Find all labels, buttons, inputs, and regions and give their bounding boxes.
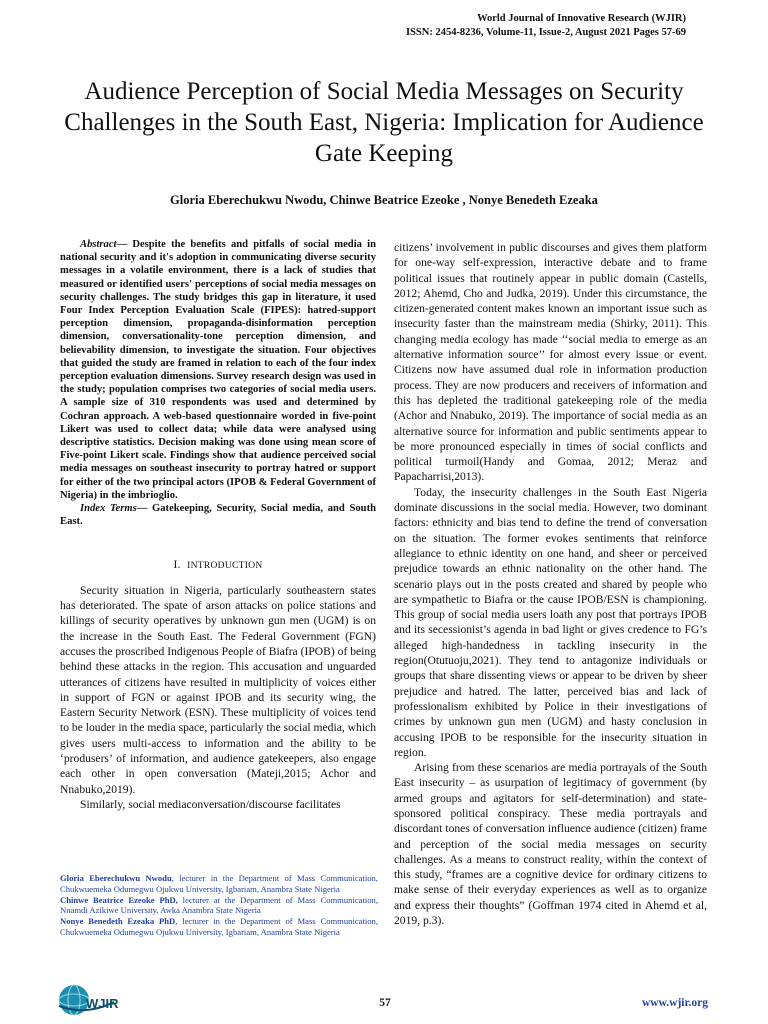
journal-url-link[interactable]: www.wjir.org: [641, 997, 708, 1009]
wjir-logo: [56, 980, 136, 1020]
paper-title: Audience Perception of Social Media Messages on Security Challenges in the South East, Nigeria: Implication for Audience Gate Keeping: [64, 78, 704, 167]
body-paragraph: Arising from these scenarios are media portrayals of the South East insecurity – as usurpation of legitimacy of government (by armed groups and agitators for self-determination) and state-sponsored political conspiracy. These media portrayals and discordant tones of conversation influence audience (citizen) frame and perception of the social media messages on security challenges. As a means to construct reality, within the context of this study, “frames are a cognitive device for ordinary citizens to make sense of their everyday experiences as well as to organize and express their thoughts” (Goffman 1974 cited in Ahemd et al, 2019, p.3).: [394, 761, 707, 928]
body-paragraph: Security situation in Nigeria, particularly southeastern states has deteriorated. The spate of arson attacks on police stations and killings of security operatives by unknown gun men (UGM) is on the increase in the South East. The Federal Government (FGN) accuses the proscribed Indigenous People of Biafra (IPOB) of being behind these attacks in the region. This accusation and unguarded utterances of citizens have resulted in multiplicity of voices either in support of FGN or against IPOB and its security wing, the Eastern Security Network (ESN). These multiplicity of voices tend to be louder in the media space, particularly the social media, which gives users multi-access to information and the ability to be ‘produsers’ of information, and audience gatekeepers, also engage each other in open conversation (Mateji,2015; Achor and Nnabuko,2019).: [60, 583, 376, 796]
index-terms: [60, 502, 376, 528]
journal-name: World Journal of Innovative Research (WJIR): [477, 13, 686, 24]
abstract-label: Abstract: [80, 239, 117, 250]
issn-line: ISSN: 2454-8236, Volume-11, Issue-2, August 2021 Pages 57-69: [405, 27, 686, 38]
author-list: Gloria Eberechukwu Nwodu, Chinwe Beatrice Ezeoke , Nonye Benedeth Ezeaka: [170, 193, 598, 207]
affiliation-name: Nonye Benedeth Ezeaka PhD: [60, 916, 176, 927]
affiliation-text: , lecturer in the Department of Mass Communication, Chukwuemeka Odumegwu Ojukwu University, Igbariam, Anambra State Nigeria: [60, 873, 378, 894]
svg-text:WJIR: WJIR: [86, 996, 119, 1011]
author-affiliations: [60, 873, 378, 938]
body-paragraph: Similarly, social mediaconversation/discourse facilitates: [80, 797, 341, 811]
affiliation: [60, 873, 378, 895]
affiliation-name: Gloria Eberechukwu Nwodu: [60, 873, 172, 883]
affiliation-name: Chinwe Beatrice Ezeoke PhD,: [60, 894, 178, 905]
index-terms-label: Index Terms: [80, 503, 137, 515]
right-column: [394, 240, 707, 928]
body-paragraph: Today, the insecurity challenges in the South East Nigeria dominate discussions in the social media. However, two dominant factors: ethnicity and bias tend to define the trend of conversation on the situation. The former evokes sentiments that reinforce allegiance to ethnic identity on one hand, and sheer or perceived prejudice towards an ethnic nationality on the other hand. The scenario plays out in the posts created and shared by people who are sympathetic to Biafra or the cause IPOB/ESN is championing. This group of social media users loath any post that portrays IPOB and its secessionist’s agenda in bad light or gives credence to FG’s alleged high-handedness in tackling insecurity in the region(Otutuoju,2021). They tend to antagonize individuals or groups that share dissenting views or appear to be driven by sheer prejudice and hatred. The latter, perceived bias and lack of professionalism exhibited by Police in their investigations of crimes by unknown gun men (UGM) and hasty conclusion in accusing IPOB to be responsible for the insecurity situation in region.: [394, 485, 707, 759]
affiliation-text: lecturer at the Department of Mass Communication, Nnamdi Azikiwe University, Awka Anambra State Nigeria: [60, 894, 378, 916]
section-heading: [60, 558, 376, 574]
section-title: INTRODUCTION: [187, 561, 263, 572]
section-number: I.: [173, 559, 181, 572]
left-column: [60, 238, 376, 812]
body-paragraph: citizens’ involvement in public discourses and gives them platform for one-way self-expression, interactive debate and to frame political issues that routinely appear in public domain (Castells, 2012; Ahemd, Cho and Judka, 2019). Under this circumstance, the citizen-generated content makes known an important issue such as insecurity faster than the mainstream media (Shirky, 2011). This changing media ecology has made ‘‘social media to emerge as an alternative information source’’ for almost every issue or event. Citizens now have assumed dual role in information production process. They are now producers and receivers of information and this has depleted the traditional gatekeeping role of the media (Achor and Nnabuko, 2019). The importance of social media as an alternative source for information and public sentiments appear to be more pronounced especially in times of social conflicts and political turmoil(Handy and Gomaa, 2012; Meraz and Papacharrisi,2013).: [394, 241, 707, 484]
index-terms-text: — Gatekeeping, Security, Social media, and South East.: [60, 503, 376, 528]
affiliation: [60, 895, 378, 917]
page-number: 57: [379, 997, 391, 1009]
affiliation: [60, 916, 378, 938]
affiliation-text: , lecturer in the Department of Mass Communication, Chukwuemeka Odumegwu Ojukwu University, Igbariam, Anambra State Nigeria: [60, 916, 378, 937]
abstract: [60, 238, 376, 502]
abstract-text: — Despite the benefits and pitfalls of social media in national security and it's adoption in communicating diverse security messages in a volatile environment, there is a lack of studies that measured or identified users' perceptions of social media messages on security challenges. The study bridges this gap in literature, it used Four Index Perception Evaluation Scale (FIPES): hatred-support perception dimension, propaganda-disinformation perception dimension, conversationality-tone perception dimension, and believability dimension, to investigate the situation. Four objectives that guided the study are framed in relation to each of the four index perception evaluation dimensions. Survey research design was used in the study; population comprises two categories of social media users. A sample size of 310 respondents was used and determined by Cochran approach. A web-based questionnaire worded in five-point Likert was used to collect data; while data were analysed using descriptive statistics. Decision making was done using mean score of Five-point Likert scale. Findings show that audience perceived social media messages on southeast insecurity to portray hatred or support for either of the two principal actors (IPOB & Federal Government of Nigeria) in the imbrioglio.: [60, 239, 376, 501]
